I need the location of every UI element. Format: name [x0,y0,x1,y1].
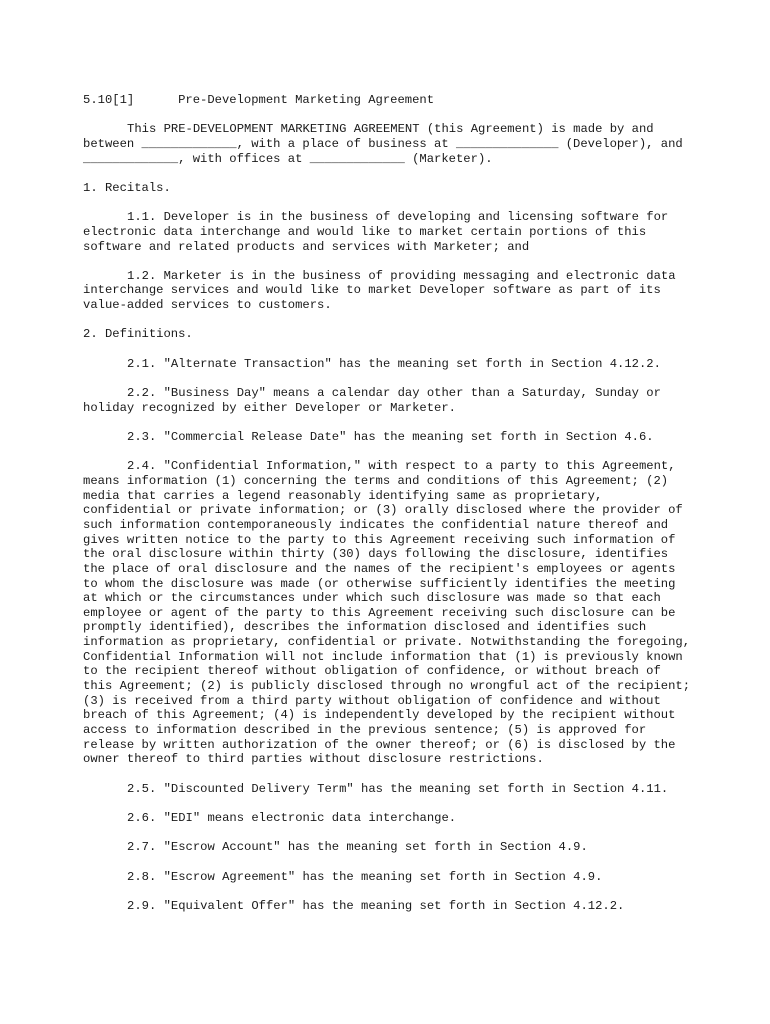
document-page [83,93,698,928]
definition-2-6: 2.6. "EDI" means electronic data interchange. [127,810,457,825]
section-heading-definitions: 2. Definitions. [83,327,193,342]
definition-2-7: 2.7. "Escrow Account" has the meaning set forth in Section 4.9. [127,840,588,855]
definition-2-4: 2.4. "Confidential Information," with respect to a party to this Agreement, means information (1) concerning the terms and conditions of this Agreement; (2) media that carries a legend reasonably identifying same as proprietary, confidential or private information; or (3) orally disclosed where the provider of such information contemporaneously indicates the confidential nature thereof and gives written notice to the party to this Agreement receiving such information of the oral disclosure within thirty (30) days following the disclosure, identifies the place of oral disclosure and the names of the recipient's employees or agents to whom the disclosure was made (or otherwise sufficiently identifies the meeting at which or the circumstances under which such disclosure was made so that each employee or agent of the party to this Agreement receiving such disclosure can be promptly identified), describes the information disclosed and identifies such information as proprietary, confidential or private. Notwithstanding the foregoing, Confidential Information will not include information that (1) is previously known to the recipient thereof without obligation of confidence, or without breach of this Agreement; (2) is publicly disclosed through no wrongful act of the recipient; (3) is received from a third party without obligation of confidence and without breach of this Agreement; (4) is independently developed by the recipient without access to information described in the previous sentence; (5) is approved for release by written authorization of the owner thereof; or (6) is disclosed by the owner thereof to third parties without disclosure restrictions. [83,459,698,767]
document-title: 5.10[1] Pre-Development Marketing Agreement [83,93,435,107]
section-heading-recitals: 1. Recitals. [83,180,171,195]
definition-2-8: 2.8. "Escrow Agreement" has the meaning set forth in Section 4.9. [127,869,603,884]
definition-2-9: 2.9. "Equivalent Offer" has the meaning set forth in Section 4.12.2. [127,898,625,913]
definition-2-5: 2.5. "Discounted Delivery Term" has the meaning set forth in Section 4.11. [127,781,669,796]
definition-2-2: 2.2. "Business Day" means a calendar day other than a Saturday, Sunday or holiday recognized by either Developer or Marketer. [83,386,669,415]
definition-2-1: 2.1. "Alternate Transaction" has the meaning set forth in Section 4.12.2. [127,356,661,371]
recital-1-2: 1.2. Marketer is in the business of providing messaging and electronic data interchange services and would like to market Developer software as part of its value-added services to customers. [83,268,683,313]
definition-2-3: 2.3. "Commercial Release Date" has the meaning set forth in Section 4.6. [127,429,654,444]
recital-1-1: 1.1. Developer is in the business of developing and licensing software for electronic data interchange and would like to market certain portions of this software and related products and services with Marketer; and [83,210,676,254]
intro-paragraph: This PRE-DEVELOPMENT MARKETING AGREEMENT (this Agreement) is made by and between _____________, with a place of business at ______________ (Developer), and _____________, with offices at _____________ (Marketer). [83,122,691,166]
